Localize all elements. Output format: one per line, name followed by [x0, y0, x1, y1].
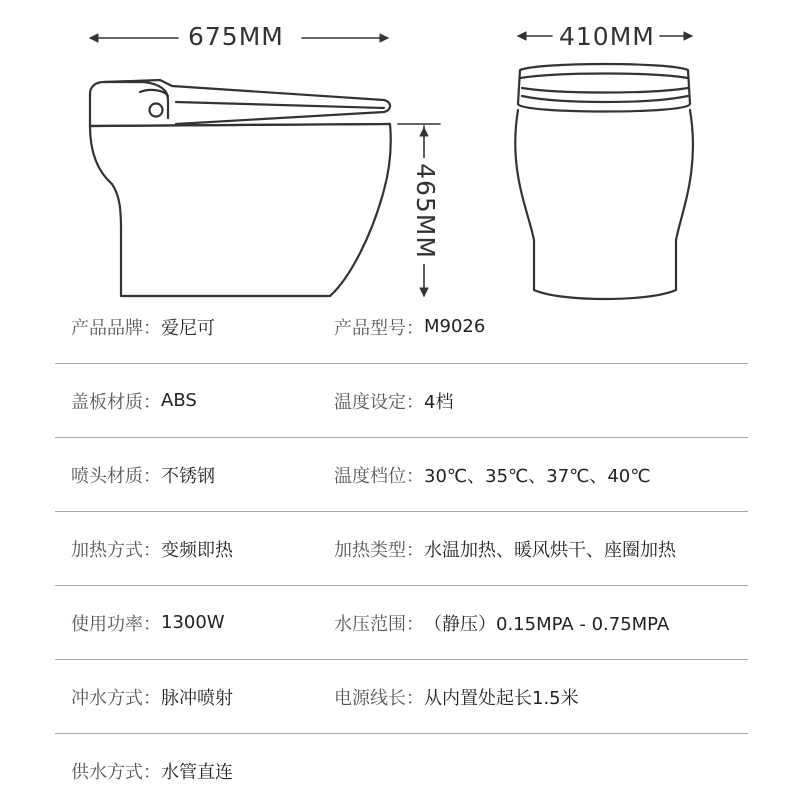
spec-lid-material: [71, 364, 197, 437]
spec-temp-setting: [334, 364, 453, 437]
toilet-side-view: [90, 80, 391, 296]
spec-heating-type: [334, 512, 676, 585]
spec-row: [55, 734, 748, 807]
spec-label: 温度设定：: [334, 391, 424, 413]
spec-value: 不锈钢: [161, 465, 215, 487]
spec-label: 产品型号：: [334, 317, 424, 339]
spec-label: 加热类型：: [334, 539, 424, 561]
spec-nozzle-material: [71, 438, 215, 511]
spec-label: 产品品牌：: [71, 317, 161, 339]
spec-row: [55, 290, 748, 364]
spec-row: [55, 438, 748, 512]
spec-label: 水压范围：: [334, 613, 424, 635]
spec-temp-levels: [334, 438, 650, 511]
spec-label: 电源线长：: [334, 687, 424, 709]
toilet-outline-drawing: [0, 0, 800, 310]
spec-model: [334, 290, 485, 363]
spec-value: （静压）0.15MPA - 0.75MPA: [424, 613, 670, 635]
height-label: 465MM: [410, 158, 440, 264]
spec-power: [71, 586, 225, 659]
spec-table: [55, 290, 748, 807]
spec-power-cord: [334, 660, 579, 733]
spec-water-supply: [71, 734, 233, 807]
width-side-label: 675MM: [188, 22, 284, 51]
spec-row: [55, 364, 748, 438]
spec-row: [55, 586, 748, 660]
width-front-label: 410MM: [559, 22, 655, 51]
spec-value: 脉冲喷射: [161, 687, 233, 709]
spec-value: 从内置处起长1.5米: [424, 687, 579, 709]
spec-label: 盖板材质：: [71, 391, 161, 413]
spec-brand: [71, 290, 215, 363]
spec-value: 30℃、35℃、37℃、40℃: [424, 465, 651, 487]
spec-value: 变频即热: [161, 539, 233, 561]
spec-value: 水温加热、暖风烘干、座圈加热: [424, 539, 676, 561]
toilet-front-view: [515, 64, 693, 299]
spec-label: 使用功率：: [71, 613, 161, 635]
spec-value: 爱尼可: [161, 317, 215, 339]
spec-label: 冲水方式：: [71, 687, 161, 709]
spec-value: 水管直连: [161, 761, 233, 783]
spec-label: 喷头材质：: [71, 465, 161, 487]
spec-water-pressure: [334, 586, 669, 659]
spec-flush-method: [71, 660, 233, 733]
spec-heating-method: [71, 512, 233, 585]
spec-value: M9026: [424, 316, 486, 337]
spec-value: 1300W: [161, 612, 225, 633]
spec-row: [55, 660, 748, 734]
spec-label: 加热方式：: [71, 539, 161, 561]
spec-value: 4档: [424, 391, 454, 413]
spec-label: 供水方式：: [71, 761, 161, 783]
product-dimension-diagram: [0, 0, 800, 310]
spec-row: [55, 512, 748, 586]
spec-label: 温度档位：: [334, 465, 424, 487]
spec-value: ABS: [161, 390, 197, 411]
